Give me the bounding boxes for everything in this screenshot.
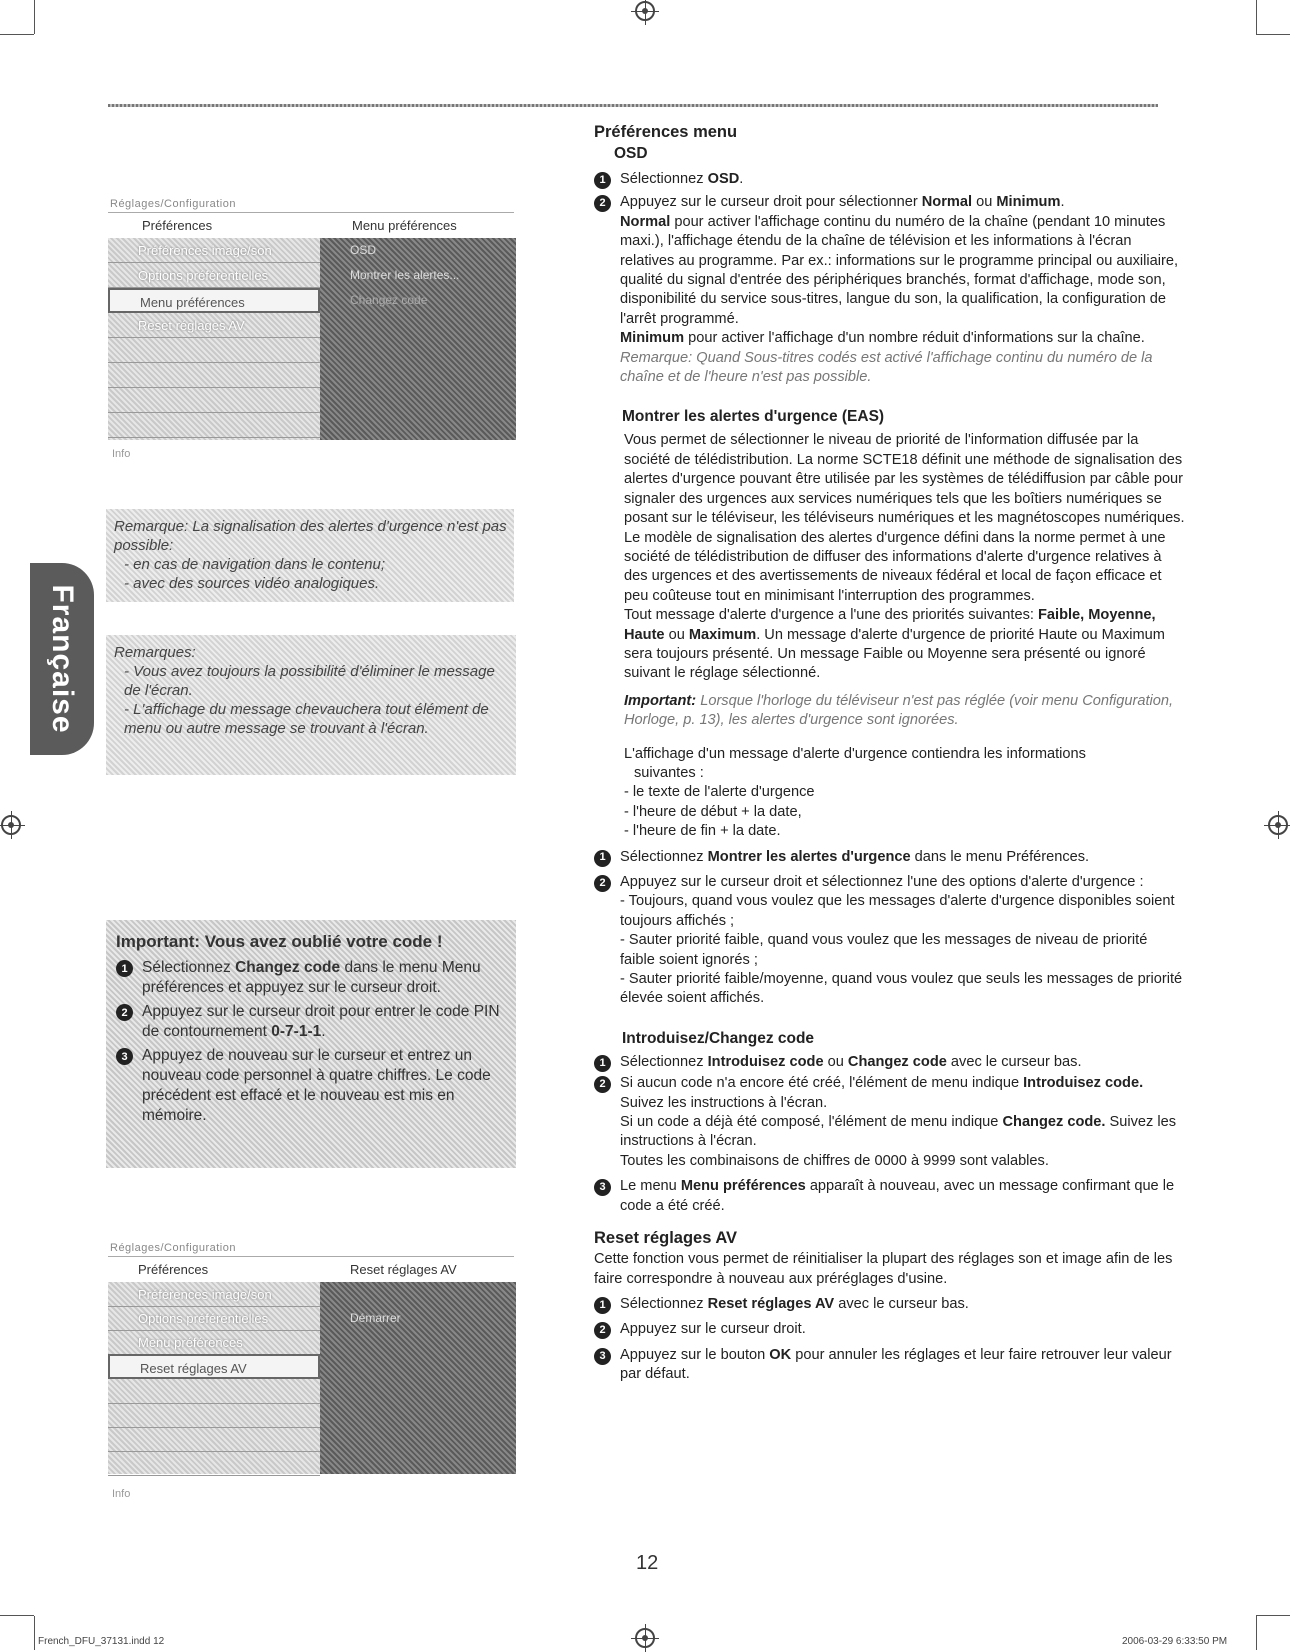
paragraph-text: Vous permet de sélectionner le niveau de priorité de l'information diffusée par la société de télédistribution. La norme SCTE18 définit une méthode de signalisation des alertes d'urgence pouvant être utilisée par les systèmes de télédiffusion par câble pour signaler des urgences aux services numériques tels que les boîtiers numériques se posant sur le téléviseur, les téléviseurs numériques et les magnétoscopes numériques.: [624, 432, 1185, 527]
file-slug: French_DFU_37131.indd 12: [38, 1636, 165, 1647]
language-tab: [30, 563, 94, 755]
step-text: Suivez les instructions à l'écran.: [620, 1094, 828, 1111]
menu-left-title: Préférences: [142, 218, 213, 233]
step-text: avec le curseur bas.: [946, 1053, 1082, 1070]
menu-item-empty: [108, 388, 320, 413]
menu-item-empty: [108, 338, 320, 363]
step-text: Appuyez de nouveau sur le curseur et entrez un nouveau code personnel à quatre chiffres. Le code précédent est effacé et le nouveau est mis en mémoire.: [142, 1047, 491, 1124]
menu-item-selected[interactable]: Reset réglages AV: [108, 1354, 320, 1379]
list-item: - Toujours, quand vous voulez que les messages d'alerte d'urgence disponibles soient toujours affichés ;: [620, 893, 1175, 929]
paragraph-text: suivantes :: [634, 764, 704, 781]
subsection-heading: OSD: [614, 145, 648, 162]
crop-mark: [34, 1616, 35, 1650]
instruction-step: [594, 873, 1186, 1009]
subsection-heading: Montrer les alertes d'urgence (EAS): [622, 408, 885, 426]
instruction-step: [594, 193, 1186, 387]
registration-mark-icon: [635, 1, 655, 21]
instruction-step: [594, 1177, 1186, 1216]
step-number-icon: 3: [594, 1348, 611, 1365]
step-keyword: Reset réglages AV: [707, 1295, 835, 1312]
instruction-step: [594, 1320, 1186, 1339]
step-keyword: Changez code.: [1002, 1114, 1106, 1131]
menu-right-title: Menu préférences: [352, 218, 457, 233]
paragraph-text: Le modèle de signalisation des alertes d'urgence défini dans la norme permet à une société de télédistribution de diffuser des informations d'alerte d'urgence relatives à des urgences et des avertissements de niveaux fédéral et local de façon efficace et peu coûteuse tout en minimisant l'interruption des programmes.: [624, 529, 1166, 604]
list-item: - l'heure de début + la date,: [624, 803, 802, 820]
important-title: Important: Vous avez oublié votre code !: [116, 932, 443, 951]
step-number-icon: 2: [594, 875, 611, 892]
note-text: - Vous avez toujours la possibilité d'éliminer le message de l'écran.: [124, 663, 495, 699]
step-text: pour annuler les réglages et leur faire retrouver leur valeur par défaut.: [620, 1346, 1172, 1383]
crop-mark: [1256, 0, 1257, 34]
paragraph: [594, 431, 1186, 841]
page-number: 12: [636, 1552, 659, 1574]
step-number-icon: 1: [594, 1055, 611, 1072]
crop-mark: [0, 1615, 34, 1616]
section-heading: Reset réglages AV: [594, 1229, 738, 1248]
note-box-eas: [106, 509, 514, 602]
step-text: Appuyez sur le curseur droit pour entrer le code PIN de contournement: [142, 1003, 500, 1040]
menu-right-panel: [320, 1282, 516, 1474]
step-keyword: Normal: [921, 194, 973, 211]
paragraph-text: Cette fonction vous permet de réinitialiser la plupart des réglages son et image afin de les faire correspondre à nouveau aux préréglages d'usine.: [594, 1251, 1173, 1287]
step-text: Sélectionnez: [620, 1295, 708, 1312]
step-text: Sélectionnez: [620, 171, 708, 187]
step-keyword: Changez code: [235, 959, 341, 976]
instructions-column: [594, 120, 1186, 1385]
step-text: .: [739, 171, 744, 187]
step-text: .: [1060, 194, 1065, 211]
menu-item[interactable]: Options préférentielles: [108, 1306, 320, 1331]
step-number-icon: 2: [116, 1004, 133, 1021]
important-step: [116, 1046, 508, 1126]
crop-mark: [1256, 1615, 1290, 1616]
menu-info-label: Info: [112, 1488, 131, 1500]
step-number-icon: 2: [594, 195, 611, 212]
submenu-item[interactable]: Démarrer: [350, 1311, 401, 1325]
step-text: Si un code a déjà été composé, l'élément de menu indique: [620, 1114, 1003, 1131]
instruction-step: [594, 1053, 1186, 1072]
registration-mark-icon: [1, 815, 21, 835]
menu-item[interactable]: Préférences image/son: [108, 238, 320, 263]
paragraph-keyword: Maximum: [688, 626, 757, 643]
step-number-icon: 1: [594, 850, 611, 867]
step-number-icon: 1: [594, 172, 611, 189]
step-keyword: OK: [769, 1346, 792, 1363]
step-keyword: Montrer les alertes d'urgence: [707, 848, 911, 865]
step-number-icon: 1: [594, 1297, 611, 1314]
paragraph-text: ou: [664, 626, 689, 643]
menu-item-empty: [108, 363, 320, 388]
step-keyword: OSD: [707, 171, 740, 187]
instruction-step: [594, 1346, 1186, 1385]
instruction-step: [594, 1295, 1186, 1314]
menu-right-panel: [320, 238, 516, 440]
breadcrumb: Réglages/Configuration: [110, 198, 236, 210]
step-text: dans le menu Préférences.: [910, 848, 1090, 865]
step-text: Sélectionnez: [620, 848, 708, 865]
note-text: Remarque: La signalisation des alertes d'urgence n'est pas possible:: [114, 518, 507, 554]
submenu-item[interactable]: Changez code: [350, 293, 428, 307]
step-number-icon: 1: [116, 960, 133, 977]
step-text: pour activer l'affichage d'un nombre réduit d'informations sur la chaîne.: [684, 330, 1145, 347]
menu-item-empty: [108, 413, 320, 438]
step-number-icon: 2: [594, 1076, 611, 1093]
step-text: avec le curseur bas.: [834, 1295, 969, 1312]
note-title: Remarques:: [114, 644, 196, 661]
paragraph-text: Tout message d'alerte d'urgence a l'une des priorités suivantes:: [624, 607, 1038, 624]
crop-mark: [1256, 1616, 1257, 1650]
note-text: - L'affichage du message chevauchera tout élément de menu ou autre message se trouvant à l'écran.: [124, 701, 489, 737]
remark-text: Remarque: Quand Sous-titres codés est activé l'affichage continu du numéro de la chaîne et de l'heure n'est pas possible.: [620, 349, 1153, 386]
menu-item-empty: [108, 1403, 320, 1428]
instruction-step: [594, 1074, 1186, 1171]
important-text: Lorsque l'horloge du téléviseur n'est pas réglée (voir menu Configuration, Horloge, p. 13), les alertes d'urgence sont ignorées.: [624, 692, 1174, 729]
registration-mark-icon: [1268, 815, 1288, 835]
step-keyword: Changez code: [847, 1053, 947, 1070]
submenu-item[interactable]: Montrer les alertes...: [350, 268, 460, 282]
step-text: Sélectionnez: [142, 959, 236, 976]
menu-item[interactable]: Préférences image/son: [108, 1282, 320, 1307]
menu-item[interactable]: Reset réglages AV: [108, 313, 320, 338]
timestamp-slug: 2006-03-29 6:33:50 PM: [1122, 1636, 1228, 1647]
step-text: Le menu: [620, 1178, 681, 1195]
step-keyword: Introduisez code.: [1023, 1075, 1144, 1092]
menu-left-title: Préférences: [138, 1262, 209, 1277]
note-text: - avec des sources vidéo analogiques.: [124, 575, 380, 592]
divider: [108, 1256, 514, 1257]
step-keyword: 0-7-1-1: [271, 1023, 322, 1040]
step-keyword: Menu préférences: [680, 1178, 806, 1195]
step-keyword: Minimum: [996, 194, 1061, 211]
menu-item[interactable]: Options préférentielles: [108, 263, 320, 288]
step-text: Toutes les combinaisons de chiffres de 0000 à 9999 sont valables.: [620, 1152, 1049, 1169]
step-text: Suivez les instructions à l'écran.: [620, 1114, 1177, 1150]
menu-item-selected[interactable]: Menu préférences: [108, 288, 320, 313]
step-text: Si aucun code n'a encore été créé, l'élément de menu indique: [620, 1075, 1024, 1092]
paragraph-text: . Un message d'alerte d'urgence de priorité Haute ou Maximum sera toujours présenté. Un message Faible ou Moyenne sera présenté ou ignoré suivant le réglage sélectionné.: [624, 626, 1165, 682]
menu-item-empty: [108, 1451, 320, 1476]
list-item: - le texte de l'alerte d'urgence: [624, 784, 815, 801]
instruction-step: [594, 848, 1186, 867]
important-step: [116, 958, 508, 998]
important-step: [116, 1002, 508, 1042]
crop-mark: [0, 34, 34, 35]
menu-item[interactable]: Menu préférences: [108, 1330, 320, 1355]
instruction-step: [594, 170, 1186, 189]
important-box: [106, 920, 516, 1168]
step-number-icon: 3: [116, 1048, 133, 1065]
breadcrumb: Réglages/Configuration: [110, 1242, 236, 1254]
top-rule: [108, 104, 1158, 107]
step-number-icon: 2: [594, 1322, 611, 1339]
important-label: Important:: [624, 692, 697, 709]
language-tab-label: Française: [46, 584, 79, 734]
step-number-icon: 3: [594, 1179, 611, 1196]
step-text: dans le menu Menu préférences et appuyez sur le curseur droit.: [142, 959, 481, 996]
paragraph-text: L'affichage d'un message d'alerte d'urgence contiendra les informations: [624, 745, 1086, 762]
step-text: Sélectionnez: [620, 1053, 708, 1070]
menu-right-title: Reset réglages AV: [350, 1262, 457, 1277]
step-text: ou: [972, 194, 997, 211]
section-heading: Préférences menu: [594, 123, 738, 141]
step-keyword: Introduisez code: [707, 1053, 824, 1070]
list-item: - Sauter priorité faible, quand vous voulez que les messages de niveau de priorité faible soient ignorés ;: [620, 932, 1148, 968]
paragraph-keyword: Faible, Moyenne, Haute: [624, 607, 1156, 643]
divider: [108, 212, 514, 213]
step-text: apparaît à nouveau, avec un message confirmant que le code a été créé.: [620, 1178, 1175, 1214]
menu-info-label: Info: [112, 448, 131, 460]
step-keyword: Minimum: [620, 330, 685, 347]
menu-left-panel: [108, 238, 320, 440]
step-text: Appuyez sur le curseur droit pour sélectionner: [620, 194, 922, 211]
menu-item-empty: [108, 1379, 320, 1404]
submenu-item[interactable]: OSD: [350, 243, 377, 257]
step-text: .: [321, 1023, 326, 1040]
step-text: pour activer l'affichage continu du numéro de la chaîne (pendant 10 minutes maxi.), l'affichage étendu de la chaîne de télévision et les informations à l'écran relatives au programme. Par ex.: informations sur le programme principal ou auxiliaire, qualité du signal d'entrée des périphériques branchés, format d'affichage, mode son, disponibilité du service sous-titres, langue du son, la qualification, la configuration de l'arrêt programmé.: [620, 213, 1179, 327]
crop-mark: [34, 0, 35, 34]
step-text: Appuyez sur le curseur droit.: [620, 1321, 806, 1338]
list-item: - Sauter priorité faible/moyenne, quand vous voulez que seuls les messages de priorité élevée soient affichés.: [620, 971, 1183, 1007]
step-keyword: Normal: [620, 213, 671, 230]
subsection-heading: Introduisez/Changez code: [622, 1029, 815, 1047]
list-item: - l'heure de fin + la date.: [624, 823, 781, 840]
menu-left-panel: [108, 1282, 320, 1474]
note-box-remarks: [106, 635, 516, 775]
menu-item-empty: [108, 1427, 320, 1452]
step-text: Appuyez sur le bouton: [620, 1346, 770, 1363]
step-text: Appuyez sur le curseur droit et sélectionnez l'une des options d'alerte d'urgence :: [620, 874, 1144, 890]
tv-menu-screen: [108, 218, 516, 440]
note-text: - en cas de navigation dans le contenu;: [124, 556, 386, 573]
step-text: ou: [823, 1053, 848, 1070]
tv-menu-screen: [108, 1262, 516, 1474]
crop-mark: [1256, 34, 1290, 35]
registration-mark-icon: [635, 1628, 655, 1648]
